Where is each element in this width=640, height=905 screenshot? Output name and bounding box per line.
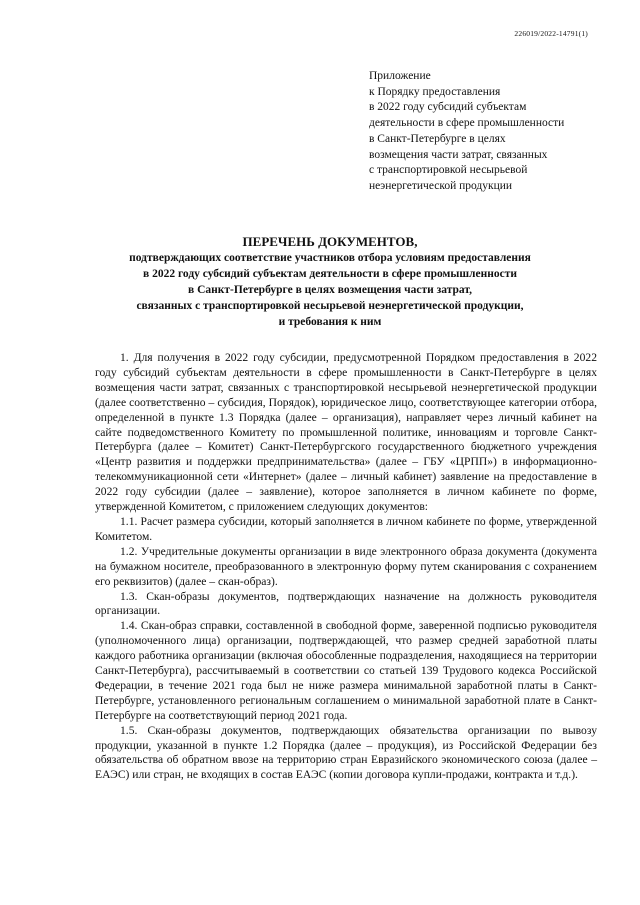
paragraph-1-1: 1.1. Расчет размера субсидии, который заполняется в личном кабинете по форме, утвержденной Комитетом. — [95, 514, 597, 543]
appendix-line: с транспортировкой несырьевой — [369, 164, 528, 177]
subtitle-line: подтверждающих соответствие участников отбора условиям предоставления — [129, 252, 531, 264]
paragraph-1-5: 1.5. Скан-образы документов, подтверждающих обязательства организации по вывозу продукции, указанной в пункте 1.2 Порядка (далее – продукция), из Российской Федерации без обязательства об обратном ввозе на территорию стран Евразийского экономического союза (далее – ЕАЭС) или стран, не входящих в состав ЕАЭС (копии договора купли-продажи, контракта и т.д.). — [95, 723, 597, 782]
subtitle-line: и требования к ним — [278, 315, 382, 328]
document-title: ПЕРЕЧЕНЬ ДОКУМЕНТОВ, — [242, 234, 418, 249]
appendix-line: в Санкт-Петербурге в целях — [369, 132, 506, 145]
appendix-line: возмещения части затрат, связанных — [369, 148, 548, 161]
appendix-line: в 2022 году субсидий субъектам — [369, 101, 527, 114]
appendix-line: к Порядку предоставления — [369, 85, 501, 98]
subtitle-line: в Санкт-Петербурге в целях возмещения части затрат, — [188, 283, 472, 296]
subtitle-line: связанных с транспортировкой несырьевой неэнергетической продукции, — [136, 299, 524, 312]
appendix-line: неэнергетической продукции — [369, 179, 513, 192]
paragraph-1-4: 1.4. Скан-образ справки, составленной в свободной форме, заверенной подписью руководителя (уполномоченного лица) организации, подтверждающей, что размер средней заработной платы каждого работника организации (включая обособленные подразделения, находящиеся на территории Санкт-Петербурга), рассчитываемый в соответствии со статьей 139 Трудового кодекса Российской Федерации, в течение 2021 года был не ниже размера минимальной заработной платы в Санкт-Петербурге, установленного региональным соглашением о минимальной заработной плате в Санкт-Петербурге на соответствующий период 2021 года. — [95, 619, 597, 722]
subtitle-line: в 2022 году субсидий субъектам деятельности в сфере промышленности — [143, 267, 517, 280]
document-title-block — [80, 233, 580, 331]
registration-number: 226019/2022-14791(1) — [514, 29, 588, 38]
document-body — [95, 351, 597, 783]
appendix-line: Приложение — [369, 70, 431, 82]
appendix-header — [369, 69, 609, 195]
paragraph-1-2: 1.2. Учредительные документы организации в виде электронного образа документа (документа на бумажном носителе, преобразованного в электронную форму путем сканирования с сохранением его реквизитов) (далее – скан-образ). — [95, 544, 597, 588]
paragraph-1: 1. Для получения в 2022 году субсидии, предусмотренной Порядком предоставления в 2022 году субсидий субъектам деятельности в сфере промышленности в Санкт-Петербурге в целях возмещения части затрат, связанных с транспортировкой несырьевой неэнергетической продукции (далее соответственно – субсидия, Порядок), юридическое лицо, соответствующее категории отбора, определенной в пункте 1.3 Порядка (далее – организация), направляет через личный кабинет на сайте подведомственного Комитету по промышленной политике, инновациям и торговле Санкт-Петербурга (далее – Комитет) Санкт-Петербургского государственного бюджетного учреждения «Центр развития и поддержки предпринимательства» (далее – ГБУ «ЦРПП») в информационно-телекоммуникационной сети «Интернет» (далее – личный кабинет) заявление на предоставление в 2022 году субсидии (далее – заявление), которое заполняется в личном кабинете по форме, утвержденной Комитетом, с приложением следующих документов: — [95, 351, 597, 514]
appendix-line: деятельности в сфере промышленности — [369, 117, 565, 130]
paragraph-1-3: 1.3. Скан-образы документов, подтверждающих назначение на должность руководителя организации. — [95, 589, 597, 618]
